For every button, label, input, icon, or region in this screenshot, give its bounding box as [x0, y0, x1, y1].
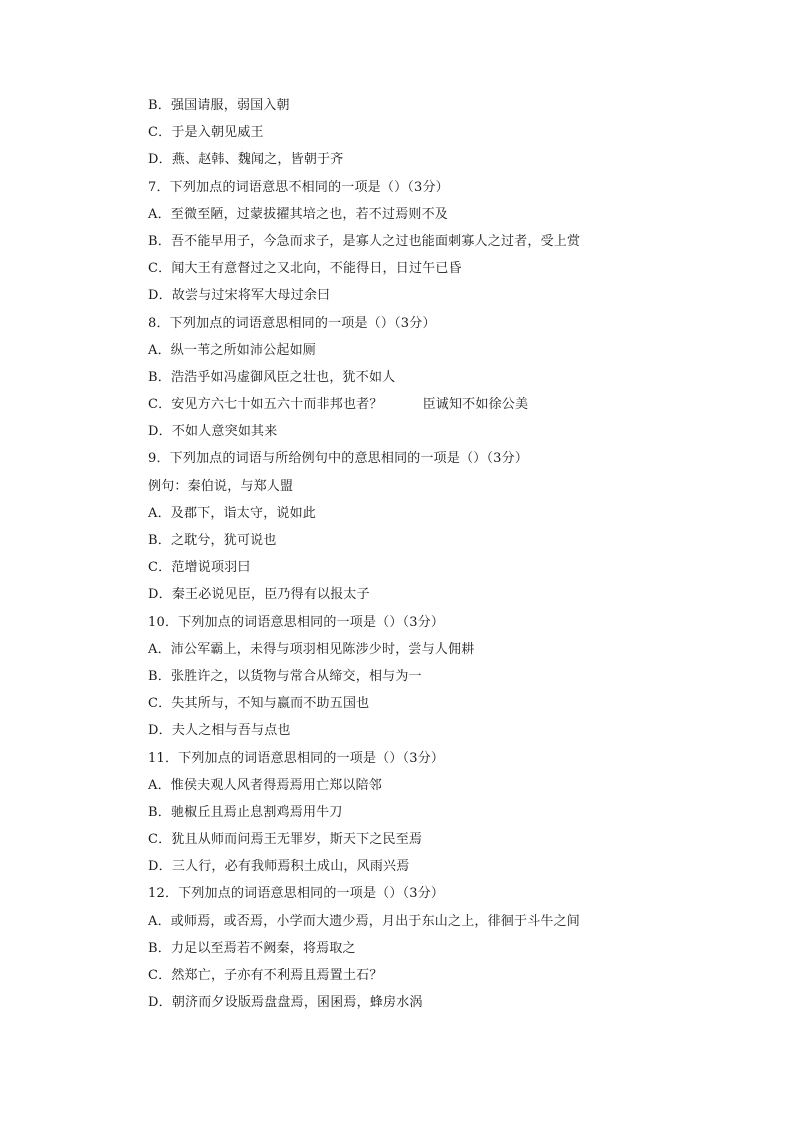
option-line: B．浩浩乎如冯虚御风臣之壮也，犹不如人 — [148, 369, 396, 385]
question-heading: 10．下列加点的词语意思相同的一项是（）（3分） — [148, 614, 445, 630]
option-line: C．犹且从师而问焉王无罪岁，斯天下之民至焉 — [148, 832, 423, 848]
option-line: B．力足以至焉若不阙秦，将焉取之 — [148, 940, 356, 956]
option-line: A．纵一苇之所如沛公起如厕 — [148, 342, 316, 358]
question-text-block — [148, 92, 768, 1016]
option-line: D．故尝与过宋将军大母过余曰 — [148, 288, 331, 304]
option-line: D．夫人之相与吾与点也 — [148, 723, 291, 739]
option-text-extra: 臣诚知不如徐公美 — [422, 397, 529, 413]
option-line: C．然郑亡，子亦有不利焉且焉置土石？ — [148, 968, 383, 983]
option-line: D．秦王必说见臣，臣乃得有以报太子 — [148, 587, 370, 603]
example-sentence: 例句：秦伯说，与郑人盟 — [148, 478, 294, 494]
option-line: A．沛公军霸上，未得与项羽相见陈涉少时，尝与人佣耕 — [148, 641, 475, 657]
option-line: C．失其所与，不知与嬴而不助五国也 — [148, 696, 370, 712]
option-line: A．惟侯夫观人风者得焉焉用亡郑以陪邻 — [148, 777, 382, 793]
option-line: B．张胜许之，以货物与常合从缔交，相与为一 — [148, 668, 422, 684]
option-line: A．或师焉，或否焉，小学而大遗少焉，月出于东山之上，徘徊于斗牛之间 — [148, 913, 580, 929]
option-line: B．之耽兮，犹可说也 — [148, 533, 277, 548]
option-line: C．范增说项羽曰 — [148, 560, 251, 576]
option-line: B．强国请服，弱国入朝 — [148, 98, 290, 113]
option-line: C．于是入朝见威王 — [148, 125, 264, 141]
option-text: C．安见方六七十如五六十而非邦也者？ — [148, 397, 383, 413]
question-heading: 7．下列加点的词语意思不相同的一项是（）（3分） — [148, 179, 449, 195]
option-line: B．吾不能早用子，今急而求子，是寡人之过也能面刺寡人之过者，受上赏 — [148, 233, 581, 249]
option-line: D．燕、赵韩、魏闻之，皆朝于齐 — [148, 152, 344, 168]
option-line: C．闻大王有意督过之又北向，不能得日，日过午已昏 — [148, 261, 462, 277]
question-heading: 11．下列加点的词语意思相同的一项是（）（3分） — [148, 750, 445, 766]
option-line: B．驰椒丘且焉止息割鸡焉用牛刀 — [148, 804, 343, 820]
option-line: D．朝济而夕设版焉盘盘焉，囷囷焉，蜂房水涡 — [148, 995, 423, 1011]
question-heading: 8．下列加点的词语意思相同的一项是（）（3分） — [148, 315, 436, 331]
option-line: A．及郡下，诣太守，说如此 — [148, 505, 316, 521]
option-line — [148, 391, 768, 418]
option-line: A．至微至陋，过蒙拔擢其培之也，若不过焉则不及 — [148, 206, 448, 222]
question-heading: 12．下列加点的词语意思相同的一项是（）（3分） — [148, 886, 445, 902]
question-heading: 9．下列加点的词语与所给例句中的意思相同的一项是（）（3分） — [148, 451, 529, 467]
option-line: D．不如人意突如其来 — [148, 424, 278, 440]
option-line: D．三人行，必有我师焉积土成山，风雨兴焉 — [148, 859, 410, 875]
